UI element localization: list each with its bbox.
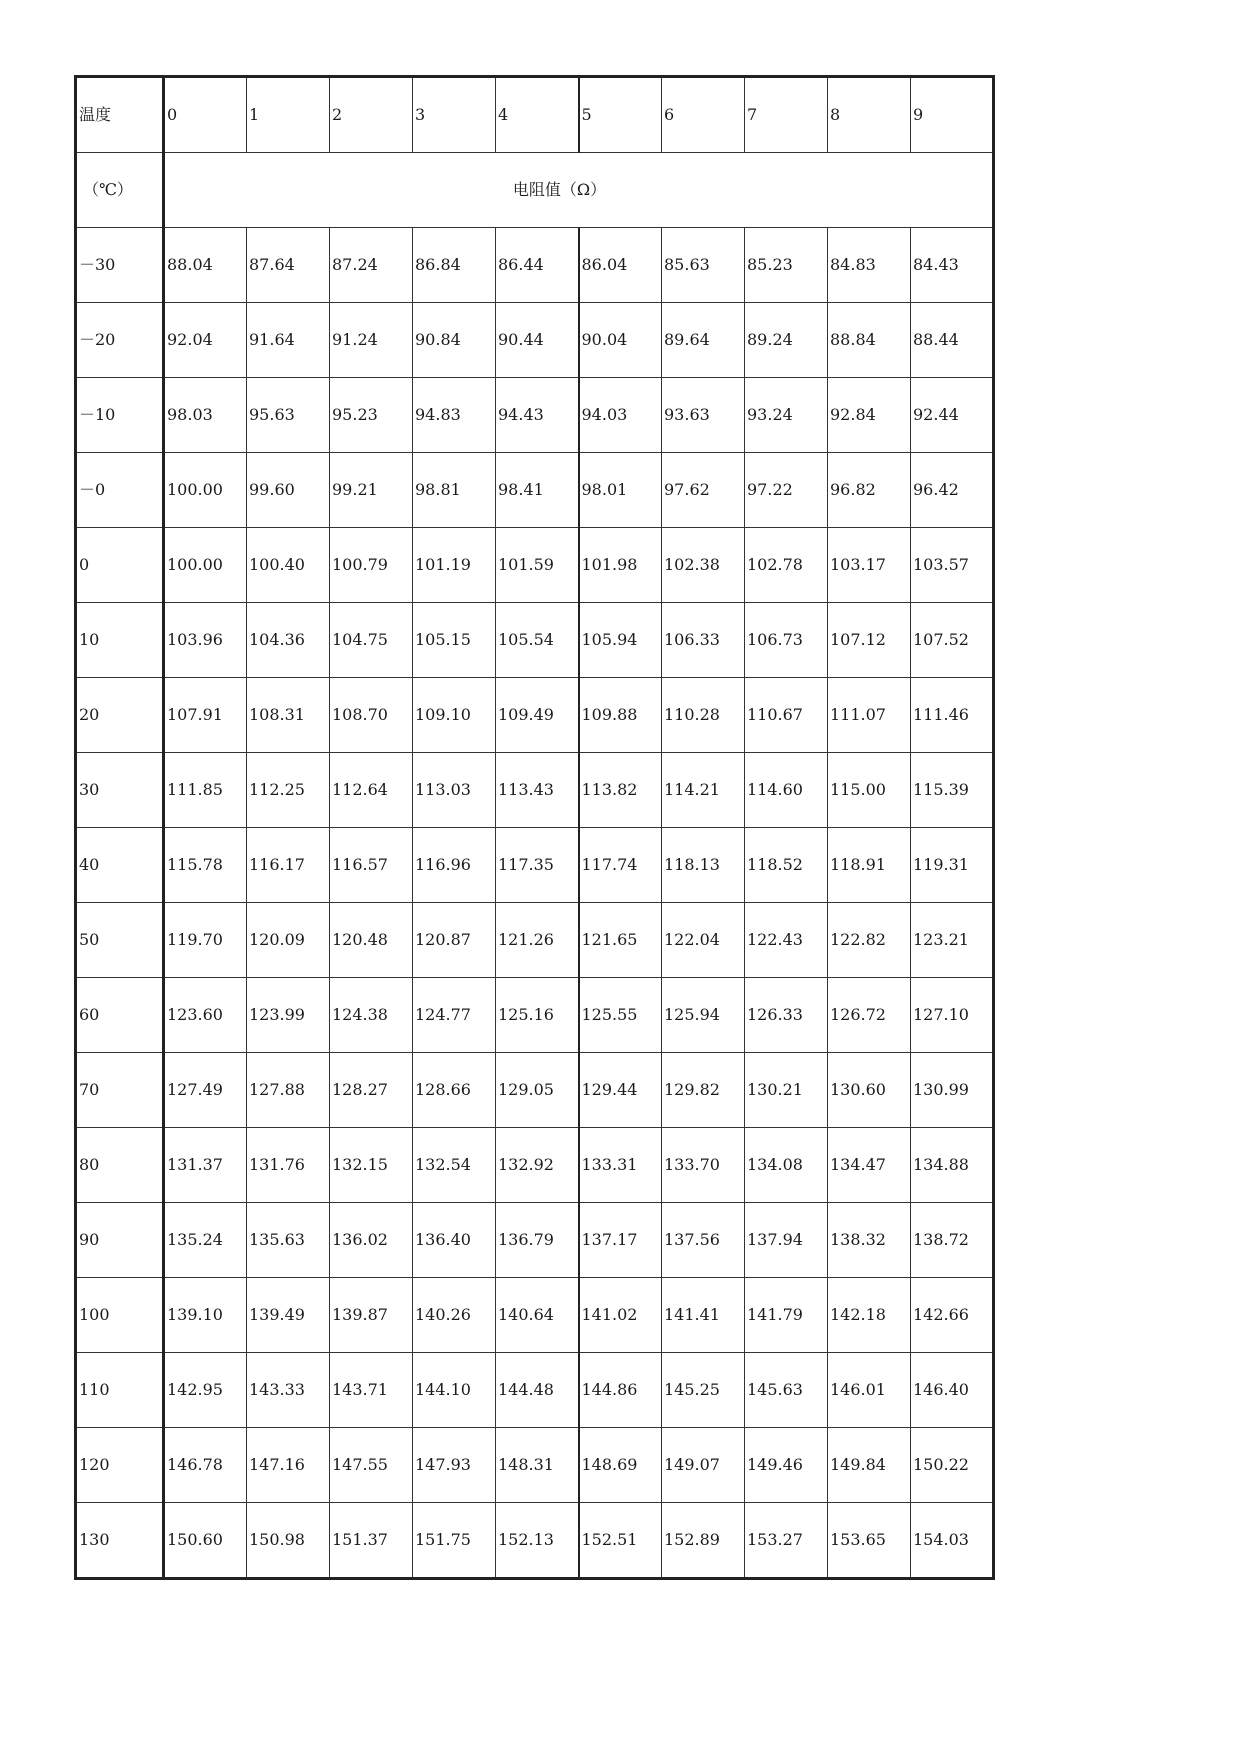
resistance-cell: 106.33 [662,603,745,678]
resistance-cell: 98.03 [164,378,247,453]
table-row [76,978,994,1053]
table-row [76,603,994,678]
resistance-cell: 150.22 [911,1428,994,1503]
resistance-cell: 115.78 [164,828,247,903]
resistance-cell: 117.74 [579,828,662,903]
resistance-cell: 149.46 [745,1428,828,1503]
resistance-cell: 139.10 [164,1278,247,1353]
resistance-cell: 99.60 [247,453,330,528]
resistance-cell: 151.37 [330,1503,413,1579]
resistance-cell: 114.60 [745,753,828,828]
resistance-cell: 92.84 [828,378,911,453]
resistance-cell: 94.43 [496,378,579,453]
temperature-cell: 80 [76,1128,164,1203]
resistance-cell: 143.71 [330,1353,413,1428]
temperature-cell: 100 [76,1278,164,1353]
resistance-header: 电阻值（Ω） [164,153,994,228]
temperature-cell: －20 [76,303,164,378]
resistance-cell: 141.41 [662,1278,745,1353]
resistance-cell: 146.40 [911,1353,994,1428]
column-header: 2 [330,77,413,153]
resistance-cell: 97.62 [662,453,745,528]
resistance-cell: 141.79 [745,1278,828,1353]
resistance-cell: 103.57 [911,528,994,603]
resistance-cell: 105.15 [413,603,496,678]
resistance-cell: 145.63 [745,1353,828,1428]
resistance-cell: 125.94 [662,978,745,1053]
resistance-cell: 135.24 [164,1203,247,1278]
resistance-cell: 93.63 [662,378,745,453]
resistance-cell: 84.83 [828,228,911,303]
temperature-cell: 50 [76,903,164,978]
resistance-cell: 152.51 [579,1503,662,1579]
resistance-cell: 130.21 [745,1053,828,1128]
table-row [76,228,994,303]
resistance-cell: 130.99 [911,1053,994,1128]
resistance-cell: 126.72 [828,978,911,1053]
resistance-cell: 115.00 [828,753,911,828]
resistance-cell: 144.48 [496,1353,579,1428]
column-header: 7 [745,77,828,153]
resistance-cell: 109.49 [496,678,579,753]
temperature-cell: 90 [76,1203,164,1278]
resistance-cell: 101.98 [579,528,662,603]
resistance-cell: 139.49 [247,1278,330,1353]
resistance-cell: 127.49 [164,1053,247,1128]
resistance-cell: 99.21 [330,453,413,528]
resistance-cell: 96.82 [828,453,911,528]
resistance-cell: 113.43 [496,753,579,828]
resistance-cell: 101.59 [496,528,579,603]
column-header: 6 [662,77,745,153]
table-row [76,1203,994,1278]
resistance-cell: 84.43 [911,228,994,303]
resistance-cell: 132.15 [330,1128,413,1203]
resistance-cell: 108.31 [247,678,330,753]
temperature-cell: 120 [76,1428,164,1503]
resistance-cell: 98.41 [496,453,579,528]
resistance-cell: 125.55 [579,978,662,1053]
resistance-cell: 94.03 [579,378,662,453]
resistance-cell: 102.38 [662,528,745,603]
resistance-cell: 109.10 [413,678,496,753]
resistance-cell: 100.00 [164,453,247,528]
resistance-cell: 149.07 [662,1428,745,1503]
table-row [76,1353,994,1428]
table-row [76,453,994,528]
resistance-cell: 120.48 [330,903,413,978]
resistance-cell: 119.31 [911,828,994,903]
resistance-cell: 100.79 [330,528,413,603]
temperature-cell: 0 [76,528,164,603]
column-header: 8 [828,77,911,153]
resistance-cell: 144.86 [579,1353,662,1428]
resistance-cell: 95.63 [247,378,330,453]
resistance-cell: 139.87 [330,1278,413,1353]
table-row [76,1278,994,1353]
column-header: 3 [413,77,496,153]
resistance-cell: 100.00 [164,528,247,603]
resistance-cell: 107.52 [911,603,994,678]
resistance-cell: 117.35 [496,828,579,903]
resistance-cell: 133.31 [579,1128,662,1203]
resistance-table [74,75,995,1580]
resistance-cell: 123.21 [911,903,994,978]
resistance-cell: 101.19 [413,528,496,603]
resistance-cell: 132.92 [496,1128,579,1203]
resistance-cell: 138.32 [828,1203,911,1278]
temperature-cell: 130 [76,1503,164,1579]
table-row [76,678,994,753]
resistance-cell: 128.27 [330,1053,413,1128]
temperature-cell: 20 [76,678,164,753]
table-row [76,528,994,603]
resistance-cell: 123.99 [247,978,330,1053]
unit-row [76,153,994,228]
resistance-cell: 121.65 [579,903,662,978]
resistance-cell: 150.60 [164,1503,247,1579]
resistance-cell: 124.77 [413,978,496,1053]
resistance-cell: 154.03 [911,1503,994,1579]
resistance-cell: 123.60 [164,978,247,1053]
table-row [76,378,994,453]
resistance-cell: 114.21 [662,753,745,828]
resistance-cell: 102.78 [745,528,828,603]
temperature-cell: 10 [76,603,164,678]
resistance-cell: 115.39 [911,753,994,828]
resistance-cell: 147.16 [247,1428,330,1503]
table-body [76,77,994,1579]
resistance-cell: 121.26 [496,903,579,978]
resistance-cell: 148.69 [579,1428,662,1503]
resistance-cell: 86.84 [413,228,496,303]
resistance-cell: 146.01 [828,1353,911,1428]
resistance-cell: 153.27 [745,1503,828,1579]
resistance-cell: 127.88 [247,1053,330,1128]
resistance-cell: 87.64 [247,228,330,303]
resistance-cell: 116.17 [247,828,330,903]
resistance-cell: 136.79 [496,1203,579,1278]
resistance-cell: 151.75 [413,1503,496,1579]
resistance-cell: 136.02 [330,1203,413,1278]
column-header: 4 [496,77,579,153]
resistance-cell: 98.81 [413,453,496,528]
resistance-cell: 105.94 [579,603,662,678]
temperature-unit: （℃） [76,153,164,228]
resistance-cell: 90.84 [413,303,496,378]
resistance-cell: 86.44 [496,228,579,303]
temperature-cell: 40 [76,828,164,903]
table-row [76,1428,994,1503]
resistance-cell: 131.76 [247,1128,330,1203]
resistance-cell: 153.65 [828,1503,911,1579]
resistance-cell: 90.44 [496,303,579,378]
resistance-cell: 95.23 [330,378,413,453]
resistance-cell: 92.44 [911,378,994,453]
resistance-cell: 120.87 [413,903,496,978]
table-row [76,303,994,378]
resistance-cell: 110.28 [662,678,745,753]
resistance-cell: 118.52 [745,828,828,903]
resistance-cell: 131.37 [164,1128,247,1203]
temperature-cell: 60 [76,978,164,1053]
resistance-cell: 132.54 [413,1128,496,1203]
resistance-cell: 152.13 [496,1503,579,1579]
resistance-cell: 112.64 [330,753,413,828]
resistance-cell: 88.84 [828,303,911,378]
resistance-cell: 100.40 [247,528,330,603]
resistance-cell: 96.42 [911,453,994,528]
table-row [76,1128,994,1203]
temperature-cell: －10 [76,378,164,453]
resistance-cell: 134.88 [911,1128,994,1203]
resistance-cell: 116.57 [330,828,413,903]
resistance-cell: 122.43 [745,903,828,978]
resistance-cell: 107.91 [164,678,247,753]
column-header: 5 [579,77,662,153]
table-row [76,753,994,828]
resistance-cell: 142.66 [911,1278,994,1353]
resistance-cell: 107.12 [828,603,911,678]
resistance-cell: 89.64 [662,303,745,378]
resistance-cell: 113.03 [413,753,496,828]
resistance-cell: 129.82 [662,1053,745,1128]
resistance-cell: 104.36 [247,603,330,678]
temperature-cell: －0 [76,453,164,528]
resistance-cell: 140.64 [496,1278,579,1353]
resistance-cell: 137.94 [745,1203,828,1278]
header-row [76,77,994,153]
resistance-cell: 133.70 [662,1128,745,1203]
resistance-cell: 103.17 [828,528,911,603]
resistance-cell: 147.93 [413,1428,496,1503]
resistance-cell: 137.17 [579,1203,662,1278]
resistance-cell: 85.23 [745,228,828,303]
column-header: 1 [247,77,330,153]
resistance-cell: 129.05 [496,1053,579,1128]
resistance-cell: 103.96 [164,603,247,678]
temperature-cell: 70 [76,1053,164,1128]
resistance-cell: 141.02 [579,1278,662,1353]
temperature-cell: 30 [76,753,164,828]
resistance-cell: 106.73 [745,603,828,678]
resistance-cell: 113.82 [579,753,662,828]
resistance-cell: 119.70 [164,903,247,978]
resistance-cell: 110.67 [745,678,828,753]
resistance-cell: 148.31 [496,1428,579,1503]
resistance-cell: 92.04 [164,303,247,378]
resistance-cell: 144.10 [413,1353,496,1428]
resistance-cell: 85.63 [662,228,745,303]
column-header: 9 [911,77,994,153]
resistance-cell: 149.84 [828,1428,911,1503]
resistance-cell: 86.04 [579,228,662,303]
resistance-cell: 97.22 [745,453,828,528]
resistance-cell: 127.10 [911,978,994,1053]
resistance-cell: 134.47 [828,1128,911,1203]
resistance-cell: 88.44 [911,303,994,378]
table-row [76,903,994,978]
resistance-cell: 142.95 [164,1353,247,1428]
resistance-cell: 128.66 [413,1053,496,1128]
resistance-cell: 111.07 [828,678,911,753]
resistance-cell: 137.56 [662,1203,745,1278]
resistance-cell: 93.24 [745,378,828,453]
resistance-cell: 118.91 [828,828,911,903]
resistance-cell: 124.38 [330,978,413,1053]
resistance-cell: 104.75 [330,603,413,678]
resistance-cell: 116.96 [413,828,496,903]
resistance-cell: 87.24 [330,228,413,303]
column-header: 0 [164,77,247,153]
resistance-cell: 88.04 [164,228,247,303]
resistance-cell: 105.54 [496,603,579,678]
resistance-cell: 108.70 [330,678,413,753]
resistance-cell: 152.89 [662,1503,745,1579]
resistance-cell: 135.63 [247,1203,330,1278]
resistance-cell: 118.13 [662,828,745,903]
resistance-cell: 91.64 [247,303,330,378]
resistance-cell: 143.33 [247,1353,330,1428]
resistance-cell: 130.60 [828,1053,911,1128]
resistance-cell: 122.82 [828,903,911,978]
resistance-cell: 91.24 [330,303,413,378]
resistance-cell: 140.26 [413,1278,496,1353]
resistance-cell: 122.04 [662,903,745,978]
resistance-cell: 90.04 [579,303,662,378]
temperature-cell: 110 [76,1353,164,1428]
resistance-cell: 111.46 [911,678,994,753]
resistance-cell: 89.24 [745,303,828,378]
resistance-cell: 134.08 [745,1128,828,1203]
resistance-cell: 136.40 [413,1203,496,1278]
resistance-cell: 98.01 [579,453,662,528]
resistance-cell: 129.44 [579,1053,662,1128]
table-row [76,828,994,903]
resistance-cell: 125.16 [496,978,579,1053]
temperature-cell: －30 [76,228,164,303]
temperature-header: 温度 [76,77,164,153]
resistance-cell: 120.09 [247,903,330,978]
resistance-cell: 94.83 [413,378,496,453]
resistance-cell: 126.33 [745,978,828,1053]
resistance-cell: 138.72 [911,1203,994,1278]
table-row [76,1053,994,1128]
resistance-cell: 109.88 [579,678,662,753]
resistance-cell: 142.18 [828,1278,911,1353]
resistance-cell: 147.55 [330,1428,413,1503]
resistance-cell: 112.25 [247,753,330,828]
table-row [76,1503,994,1579]
resistance-cell: 150.98 [247,1503,330,1579]
resistance-cell: 111.85 [164,753,247,828]
resistance-cell: 145.25 [662,1353,745,1428]
resistance-cell: 146.78 [164,1428,247,1503]
